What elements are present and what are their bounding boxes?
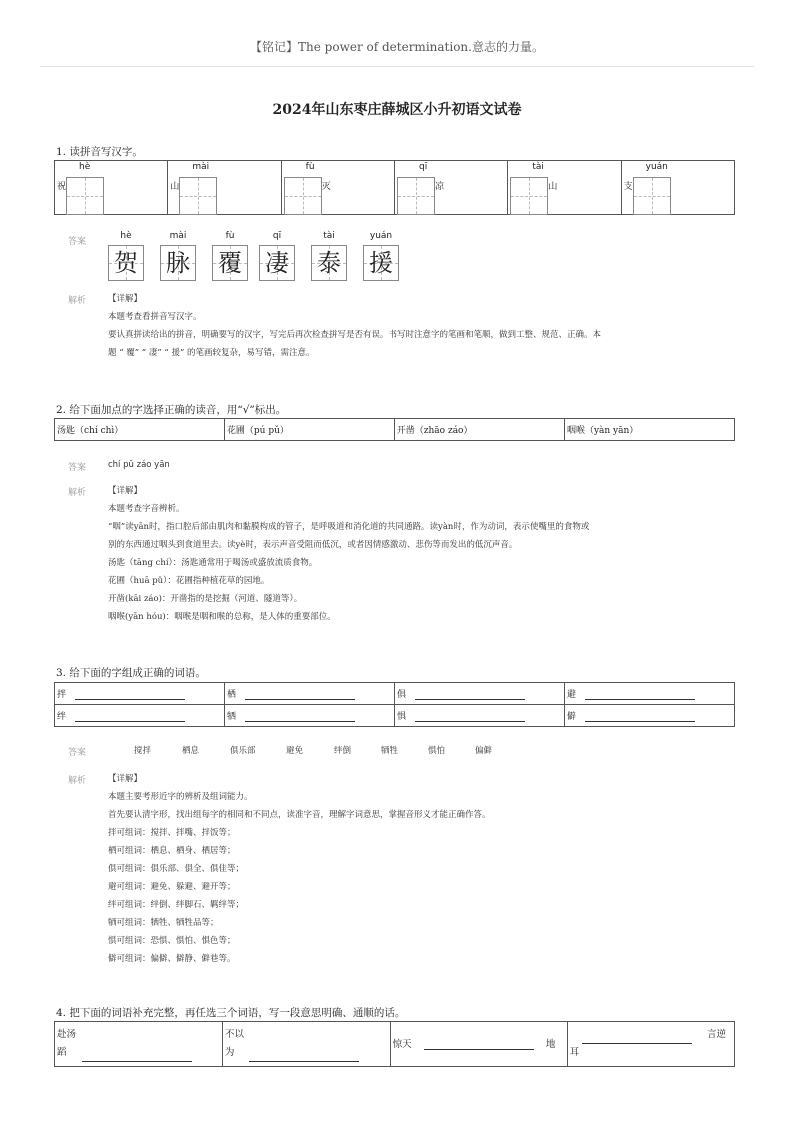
analysis-line: 避可组词：避免、躲避、避开等； — [108, 882, 236, 892]
q2-cell[interactable]: 开凿（zhāo záo） — [394, 419, 564, 441]
q3-cell: 牺 — [225, 705, 395, 727]
q2-cell[interactable]: 花圃（pú pǔ） — [224, 419, 394, 441]
analysis-label: 解析 — [68, 776, 87, 786]
question-2-title: 2. 给下面加点的字选择正确的读音，用“√”标出。 — [56, 404, 287, 416]
question-1-title: 1. 读拼音写汉字。 — [56, 146, 143, 158]
q3-answer: 搅拌 — [134, 746, 152, 756]
analysis-label: 解析 — [68, 488, 87, 498]
q4-cell: 惊天 地 — [390, 1022, 567, 1067]
answer-char: 贺 — [114, 249, 138, 277]
answer-char-box — [311, 245, 347, 281]
q1-cell: qī 凉 — [394, 161, 507, 215]
answer-blank[interactable] — [75, 688, 185, 700]
answer-blank[interactable] — [585, 688, 695, 700]
analysis-line: 惧可组词：恐惧、惧怕、惧色等； — [108, 936, 236, 946]
analysis-line: 咽喉(yān hóu)：咽喉是咽和喉的总称，是人体的重要部位。 — [108, 612, 336, 622]
analysis-line: 别的东西通过咽头到食道里去。读yè时，表示声音受阻而低沉，或者因情感激动、悲伤等而发出的低沉声音。 — [108, 540, 518, 550]
answer-char: 覆 — [218, 249, 242, 277]
q4-cell: 不以 为 — [222, 1022, 390, 1067]
q2-cell[interactable]: 汤匙（chí chì） — [55, 419, 225, 441]
page-title: 2024年山东枣庄薛城区小升初语文试卷 — [272, 102, 522, 118]
q3-answer: 栖息 — [182, 746, 200, 756]
answer-label: 答案 — [68, 748, 87, 758]
analysis-line: 开凿(kāi záo)：开凿指的是挖掘（河道、隧道等）。 — [108, 594, 303, 604]
q3-answer: 避免 — [286, 746, 304, 756]
q3-answer: 俱乐部 — [230, 746, 256, 756]
analysis-line: 僻可组词：偏僻、僻静、僻巷等。 — [108, 954, 236, 964]
q3-answer: 偏僻 — [475, 746, 493, 756]
writing-grid[interactable] — [179, 177, 217, 215]
analysis-line: 栖可组词：栖息、栖身、栖居等； — [108, 846, 236, 856]
analysis-line: “咽”读yān时，指口腔后部由肌肉和黏膜构成的管子，是呼吸道和消化道的共同通路。读yàn时，作为动词，表示使嘴里的食物或 — [108, 522, 590, 532]
q3-cell: 拌 — [55, 683, 225, 705]
answer-char-box — [363, 245, 399, 281]
answer-pinyin: mài — [169, 231, 187, 241]
question-3-title: 3. 给下面的字组成正确的词语。 — [56, 667, 206, 679]
answer-blank[interactable] — [582, 1032, 692, 1044]
q3-cell: 惧 — [395, 705, 565, 727]
answer-blank[interactable] — [249, 1050, 359, 1062]
answer-pinyin: hè — [120, 231, 132, 241]
answer-blank[interactable] — [415, 710, 525, 722]
q3-answer: 牺牲 — [381, 746, 399, 756]
analysis-line: 要认真拼读给出的拼音，明确要写的汉字，写完后再次检查拼写是否有误。书写时注意字的笔画和笔顺，做到工整、规范、正确。本 — [108, 330, 602, 340]
answer-char: 泰 — [317, 249, 341, 277]
answer-char: 脉 — [166, 249, 190, 277]
writing-grid[interactable] — [510, 177, 548, 215]
analysis-line: 本题考查字音辨析。 — [108, 504, 185, 514]
analysis-line: 俱可组词：俱乐部、俱全、俱佳等； — [108, 864, 245, 874]
analysis-line: 首先要认清字形，找出组每字的相同和不同点，读准字音，理解字词意思，掌握音形义才能正确作答。 — [108, 810, 491, 820]
q1-table — [54, 160, 735, 215]
analysis-line: 本题考查看拼音写汉字。 — [108, 312, 202, 322]
analysis-line: 拌可组词：搅拌、拌嘴、拌饭等； — [108, 828, 236, 838]
q2-cell[interactable]: 咽喉（yàn yān） — [564, 419, 734, 441]
q3-answer: 惧怕 — [428, 746, 446, 756]
answer-char-box — [108, 245, 144, 281]
analysis-label: 解析 — [68, 296, 87, 306]
q4-cell: 赴汤 蹈 — [55, 1022, 223, 1067]
q3-cell: 绊 — [55, 705, 225, 727]
q2-answer: chí pǔ záo yān — [108, 460, 170, 470]
answer-char: 凄 — [265, 249, 289, 277]
answer-label: 答案 — [68, 237, 87, 247]
answer-blank[interactable] — [82, 1050, 192, 1062]
q1-cell: yuán 支 — [621, 161, 734, 215]
answer-blank[interactable] — [245, 710, 355, 722]
q4-table — [54, 1021, 735, 1067]
answer-char-box — [160, 245, 196, 281]
answer-pinyin: tài — [323, 231, 335, 241]
analysis-line: 牺可组词：牺牲、牺牲品等； — [108, 918, 219, 928]
answer-char-box — [259, 245, 295, 281]
q3-cell: 俱 — [395, 683, 565, 705]
analysis-line: 汤匙（tāng chí）：汤匙通常用于喝汤或盛放流质食物。 — [108, 558, 318, 568]
answer-blank[interactable] — [424, 1038, 534, 1050]
answer-blank[interactable] — [585, 710, 695, 722]
answer-blank[interactable] — [75, 710, 185, 722]
q1-cell: hè 祝 — [55, 161, 168, 215]
q2-table — [54, 418, 735, 441]
answer-char: 援 — [369, 249, 393, 277]
analysis-line: 本题主要考形近字的辨析及组词能力。 — [108, 792, 253, 802]
writing-grid[interactable] — [633, 177, 671, 215]
q3-answer: 绊倒 — [334, 746, 352, 756]
divider — [40, 66, 754, 67]
question-4-title: 4. 把下面的词语补充完整，再任选三个词语，写一段意思明确、通顺的话。 — [56, 1007, 406, 1019]
answer-pinyin: yuán — [369, 231, 393, 241]
q1-cell: tài 山 — [508, 161, 621, 215]
analysis-line: 花圃（huā pǔ）：花圃指种植花草的园地。 — [108, 576, 270, 586]
q4-cell: 言逆 耳 — [567, 1022, 734, 1067]
q1-cell: fù 灭 — [281, 161, 394, 215]
q1-cell: mài 山 — [168, 161, 281, 215]
analysis-line: 绊可组词：绊倒、绊脚石、羁绊等； — [108, 900, 245, 910]
detail-heading: 【详解】 — [108, 294, 143, 304]
writing-grid[interactable] — [66, 177, 104, 215]
answer-char-box — [212, 245, 248, 281]
answer-pinyin: fù — [225, 231, 235, 241]
motto: 【铭记】The power of determination.意志的力量。 — [250, 40, 544, 54]
q3-cell: 栖 — [225, 683, 395, 705]
answer-pinyin: qī — [272, 231, 282, 241]
detail-heading: 【详解】 — [108, 486, 143, 496]
answer-label: 答案 — [68, 463, 87, 473]
writing-grid[interactable] — [397, 177, 435, 215]
q3-cell: 僻 — [565, 705, 735, 727]
detail-heading: 【详解】 — [108, 774, 143, 784]
writing-grid[interactable] — [284, 177, 322, 215]
answer-blank[interactable] — [245, 688, 355, 700]
q3-cell: 避 — [565, 683, 735, 705]
q3-table — [54, 682, 735, 727]
answer-blank[interactable] — [415, 688, 525, 700]
analysis-line: 题 “ 覆” “ 凄” “ 援” 的笔画较复杂，易写错，需注意。 — [108, 348, 315, 358]
